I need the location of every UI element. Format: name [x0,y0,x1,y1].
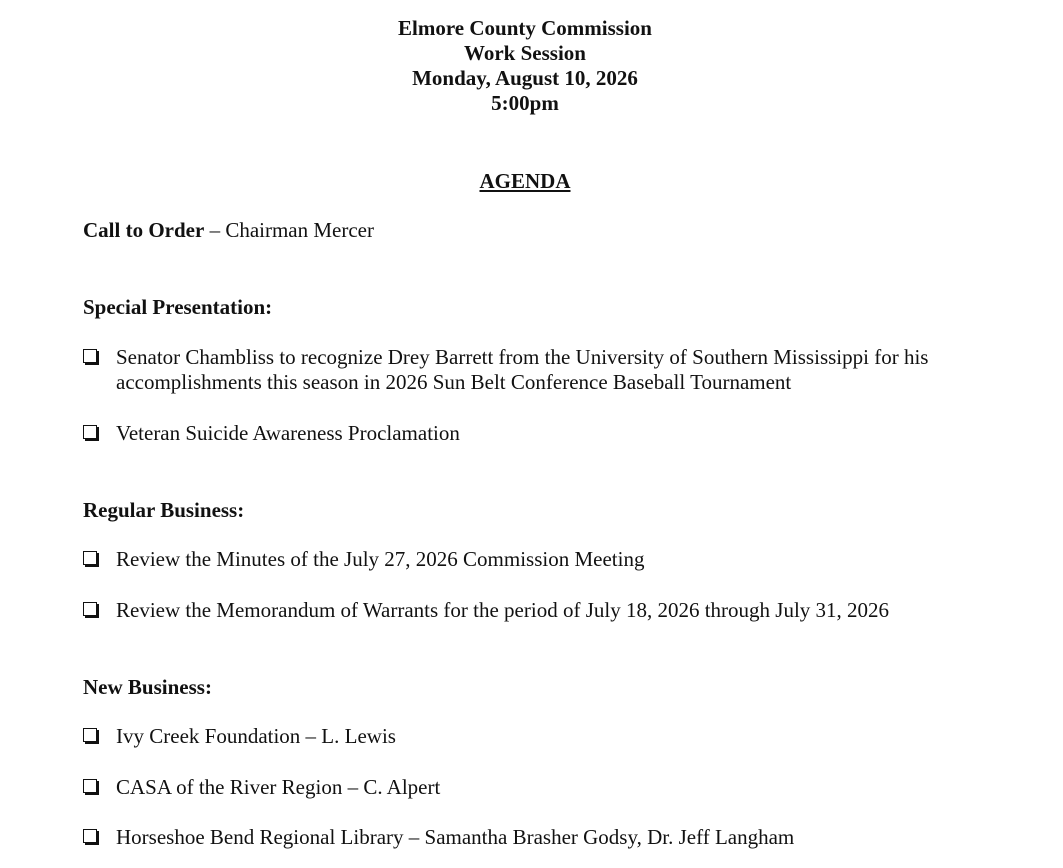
call-to-order [83,218,374,243]
checkbox-icon [83,728,97,742]
agenda-title: AGENDA [479,169,571,193]
list-item [83,825,983,850]
list-item [83,345,983,395]
list-item-text: Horseshoe Bend Regional Library – Samantha Brasher Godsy, Dr. Jeff Langham [116,825,795,849]
list-item [83,724,983,749]
list-item-text: Veteran Suicide Awareness Proclamation [116,421,460,445]
list-item-text: Review the Memorandum of Warrants for the period of July 18, 2026 through July 31, 2026 [116,598,890,622]
meeting-date: Monday, August 10, 2026 [412,66,638,90]
list-item-text: CASA of the River Region – C. Alpert [116,775,441,799]
list-item [83,547,983,572]
list-item-text: Senator Chambliss to recognize Drey Barrett from the University of Southern Mississippi for his accomplishments this season in 2026 Sun Belt Conference Baseball Tournament [116,345,929,394]
call-to-order-label: Call to Order [83,218,205,242]
checkbox-icon [83,602,97,616]
list-item [83,598,983,623]
checkbox-icon [83,425,97,439]
checkbox-icon [83,829,97,843]
checkbox-icon [83,551,97,565]
org-name: Elmore County Commission [398,16,652,40]
session-type: Work Session [464,41,586,65]
list-item-text: Review the Minutes of the July 27, 2026 Commission Meeting [116,547,645,571]
list-item-text: Ivy Creek Foundation – L. Lewis [116,724,396,748]
document-header [0,16,1050,116]
meeting-time: 5:00pm [491,91,559,115]
checkbox-icon [83,349,97,363]
call-to-order-presider: – Chairman Mercer [204,218,374,242]
new-business-heading: New Business: [83,675,212,699]
regular-business-heading: Regular Business: [83,498,245,522]
special-presentation-heading: Special Presentation: [83,295,273,319]
list-item [83,421,983,446]
checkbox-icon [83,779,97,793]
list-item [83,775,983,800]
